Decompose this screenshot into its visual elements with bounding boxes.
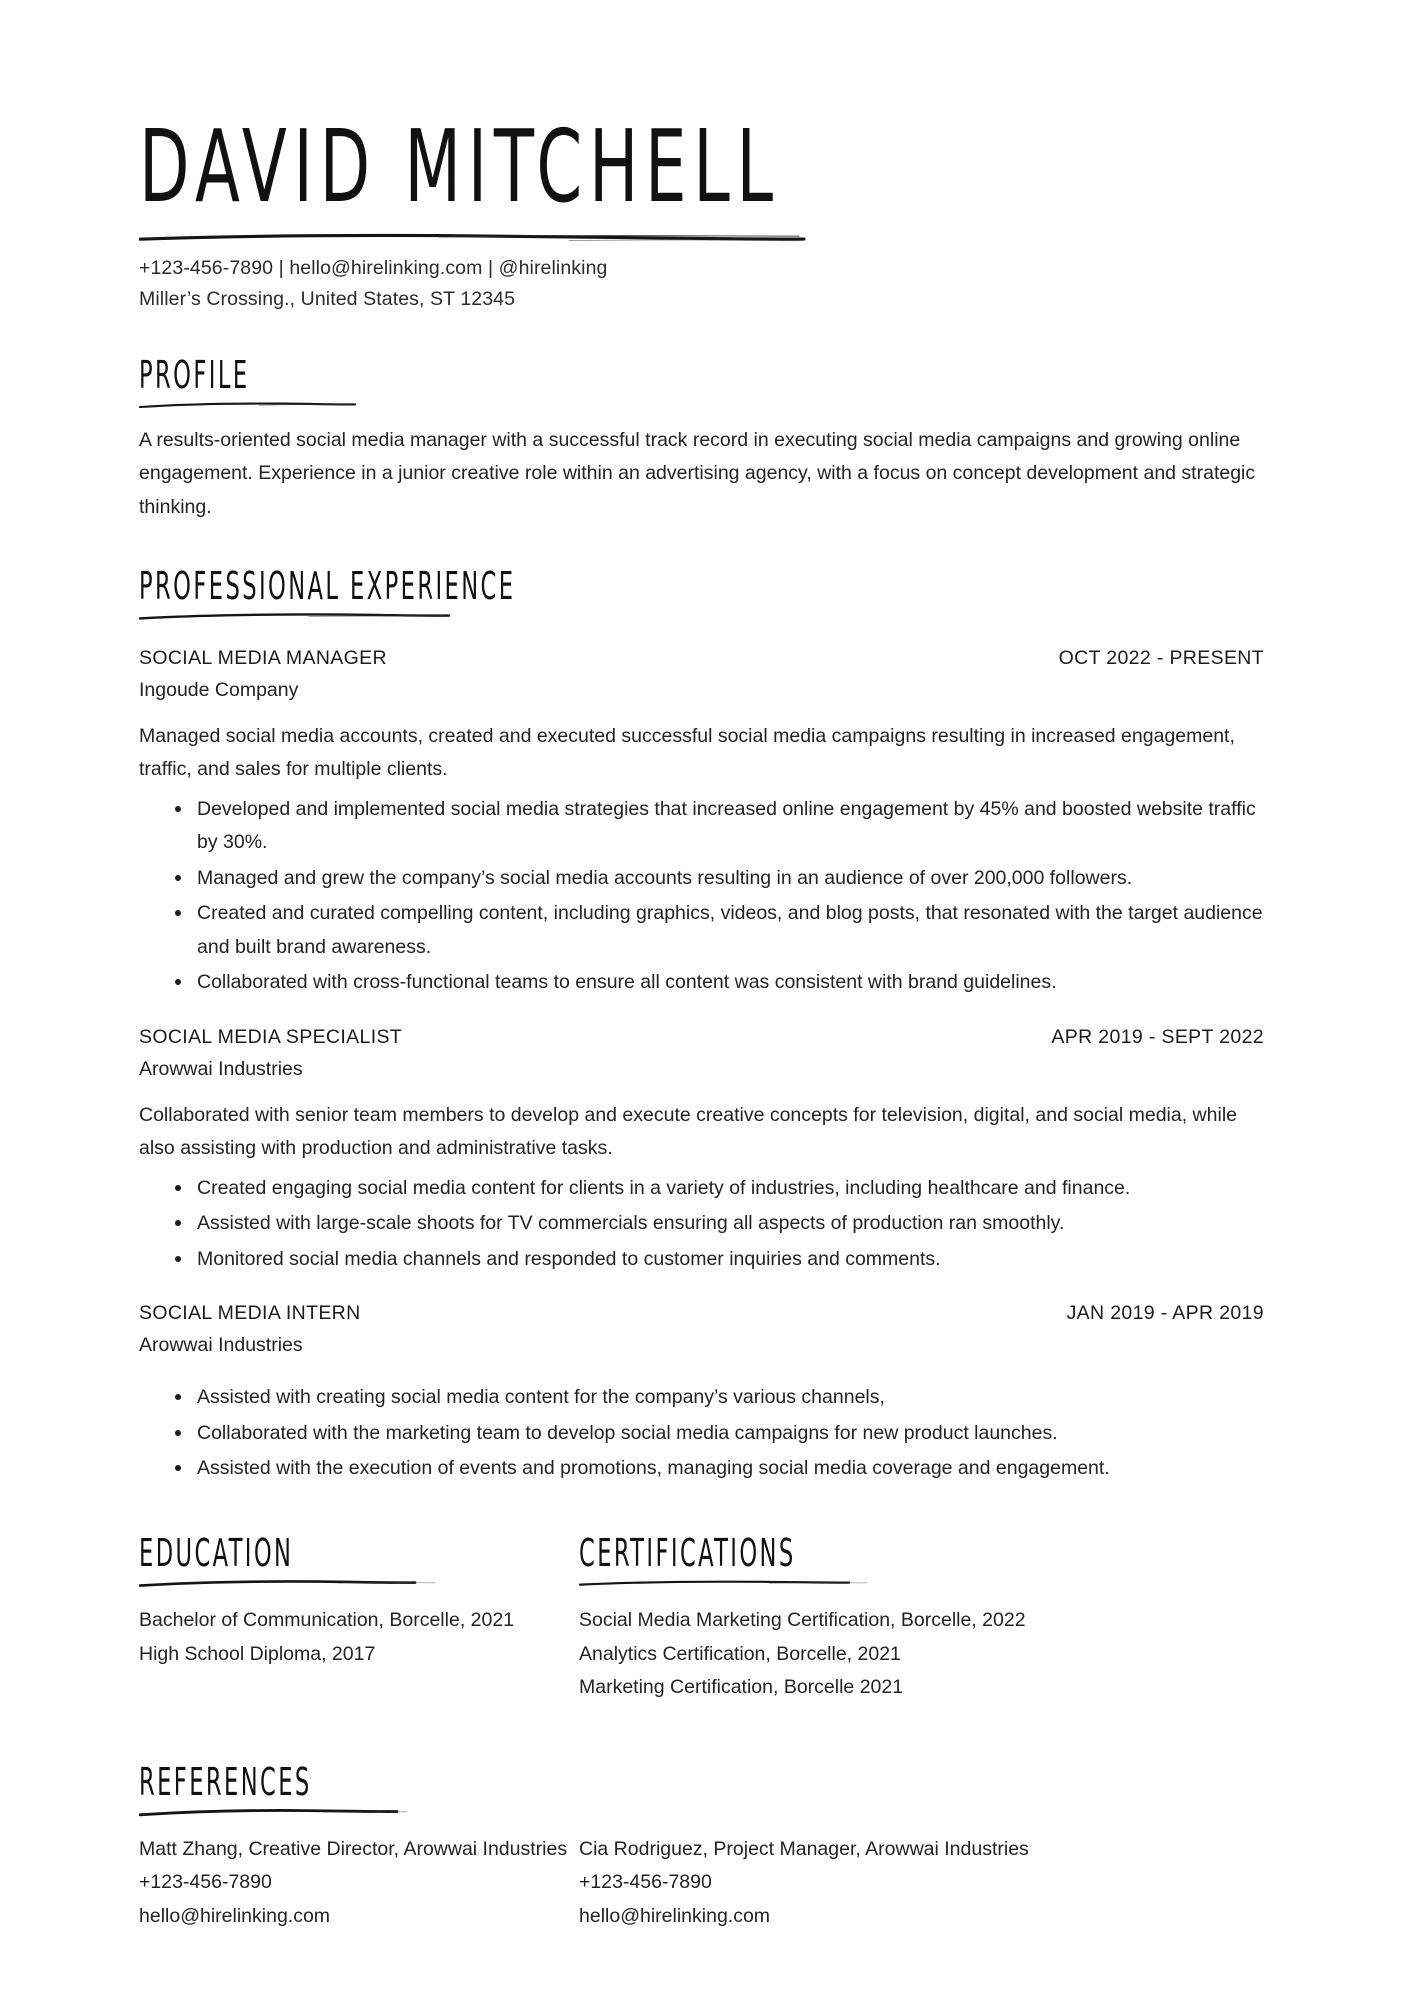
profile-heading: PROFILE <box>139 353 250 398</box>
reference-phone: +123-456-7890 <box>139 1871 272 1894</box>
job-company: Arowwai Industries <box>139 1057 303 1080</box>
references-columns <box>139 1831 1264 1934</box>
experience-entry <box>139 1302 1264 1486</box>
job-company: Ingoude Company <box>139 678 299 701</box>
experience-entry-header <box>139 647 1264 670</box>
job-bullet: Managed and grew the company’s social media accounts resulting in an audience of over 200,000 followers. <box>175 862 1264 896</box>
certifications-heading-group <box>579 1532 1264 1588</box>
job-bullet: Collaborated with cross-functional teams to ensure all content was consistent with brand guidelines. <box>175 966 1264 1000</box>
experience-section <box>139 565 1264 1487</box>
reference-name-role: Matt Zhang, Creative Director, Arowwai Industries <box>139 1837 568 1860</box>
address-line: Miller’s Crossing., United States, ST 12345 <box>139 287 516 310</box>
job-bullet: Monitored social media channels and responded to customer inquiries and comments. <box>175 1243 1264 1277</box>
job-date: APR 2019 - SEPT 2022 <box>1051 1025 1264 1048</box>
references-heading-group <box>139 1761 1264 1817</box>
job-description: Collaborated with senior team members to develop and execute creative concepts for television, digital, and social media, while also assisting with production and administrative tasks. <box>139 1103 1237 1160</box>
job-bullet: Developed and implemented social media strategies that increased online engagement by 45% and boosted website traffic by 30%. <box>175 793 1264 860</box>
reference-name-role: Cia Rodriguez, Project Manager, Arowwai Industries <box>579 1837 1029 1860</box>
experience-entry-header <box>139 1302 1264 1325</box>
job-date: JAN 2019 - APR 2019 <box>1066 1302 1264 1325</box>
job-bullet: Assisted with large-scale shoots for TV commercials ensuring all aspects of production ran smoothly. <box>175 1207 1264 1241</box>
certifications-list <box>579 1604 1264 1705</box>
name-underline-stroke <box>139 232 807 244</box>
certification-item: Analytics Certification, Borcelle, 2021 <box>579 1642 901 1665</box>
reference-email: hello@hirelinking.com <box>139 1904 331 1927</box>
education-certifications-row <box>139 1532 1264 1705</box>
contact-block <box>139 253 1264 313</box>
job-company: Arowwai Industries <box>139 1334 303 1357</box>
profile-section <box>139 354 1264 525</box>
job-bullet-list <box>139 1381 1264 1486</box>
education-section <box>139 1532 579 1705</box>
certifications-underline-stroke <box>579 1579 879 1588</box>
job-title: SOCIAL MEDIA INTERN <box>139 1302 361 1325</box>
references-underline-stroke <box>139 1808 439 1817</box>
job-title: SOCIAL MEDIA MANAGER <box>139 646 387 669</box>
name-header <box>139 107 1264 314</box>
job-bullet: Assisted with creating social media content for the company’s various channels, <box>175 1381 1264 1415</box>
experience-heading: PROFESSIONAL EXPERIENCE <box>139 564 516 609</box>
profile-heading-group <box>139 354 1264 410</box>
job-bullet: Created engaging social media content for clients in a variety of industries, including healthcare and finance. <box>175 1172 1264 1206</box>
experience-heading-group <box>139 565 1264 621</box>
references-heading: REFERENCES <box>139 1760 312 1805</box>
resume-content <box>139 0 1264 1933</box>
profile-underline-stroke <box>139 401 357 410</box>
reference-phone: +123-456-7890 <box>579 1871 712 1894</box>
reference-email: hello@hirelinking.com <box>579 1904 771 1927</box>
candidate-name: DAVID MITCHELL <box>139 107 780 225</box>
references-section <box>139 1761 1264 1934</box>
experience-entry <box>139 647 1264 1000</box>
reference-entry <box>579 1831 1264 1934</box>
experience-entry-header <box>139 1026 1264 1049</box>
education-list <box>139 1604 579 1671</box>
certifications-heading: CERTIFICATIONS <box>579 1532 796 1577</box>
experience-entry <box>139 1026 1264 1277</box>
reference-entry <box>139 1831 579 1934</box>
job-bullet-list <box>139 793 1264 1000</box>
education-heading-group <box>139 1532 579 1588</box>
job-bullet: Created and curated compelling content, including graphics, videos, and blog posts, that resonated with the target audience and built brand awareness. <box>175 897 1264 964</box>
experience-underline-stroke <box>139 612 451 621</box>
job-bullet-list <box>139 1172 1264 1277</box>
job-bullet: Assisted with the execution of events and promotions, managing social media coverage and engagement. <box>175 1452 1264 1486</box>
education-heading: EDUCATION <box>139 1532 294 1577</box>
education-item: High School Diploma, 2017 <box>139 1642 376 1665</box>
education-item: Bachelor of Communication, Borcelle, 2021 <box>139 1609 515 1631</box>
contact-line: +123-456-7890 | hello@hirelinking.com | @hirelinking <box>139 257 608 280</box>
job-bullet: Collaborated with the marketing team to develop social media campaigns for new product launches. <box>175 1417 1264 1451</box>
job-description: Managed social media accounts, created and executed successful social media campaigns resulting in increased engagement, traffic, and sales for multiple clients. <box>139 724 1235 781</box>
job-title: SOCIAL MEDIA SPECIALIST <box>139 1025 403 1048</box>
certification-item: Marketing Certification, Borcelle 2021 <box>579 1676 904 1699</box>
certification-item: Social Media Marketing Certification, Borcelle, 2022 <box>579 1609 1026 1631</box>
education-underline-stroke <box>139 1579 439 1588</box>
certifications-section <box>579 1532 1264 1705</box>
profile-text: A results-oriented social media manager with a successful track record in executing social media campaigns and growing online engagement. Experience in a junior creative role within an advertising agency, with a focus on concept development and strategic thinking. <box>139 428 1256 518</box>
job-date: OCT 2022 - PRESENT <box>1058 646 1264 669</box>
